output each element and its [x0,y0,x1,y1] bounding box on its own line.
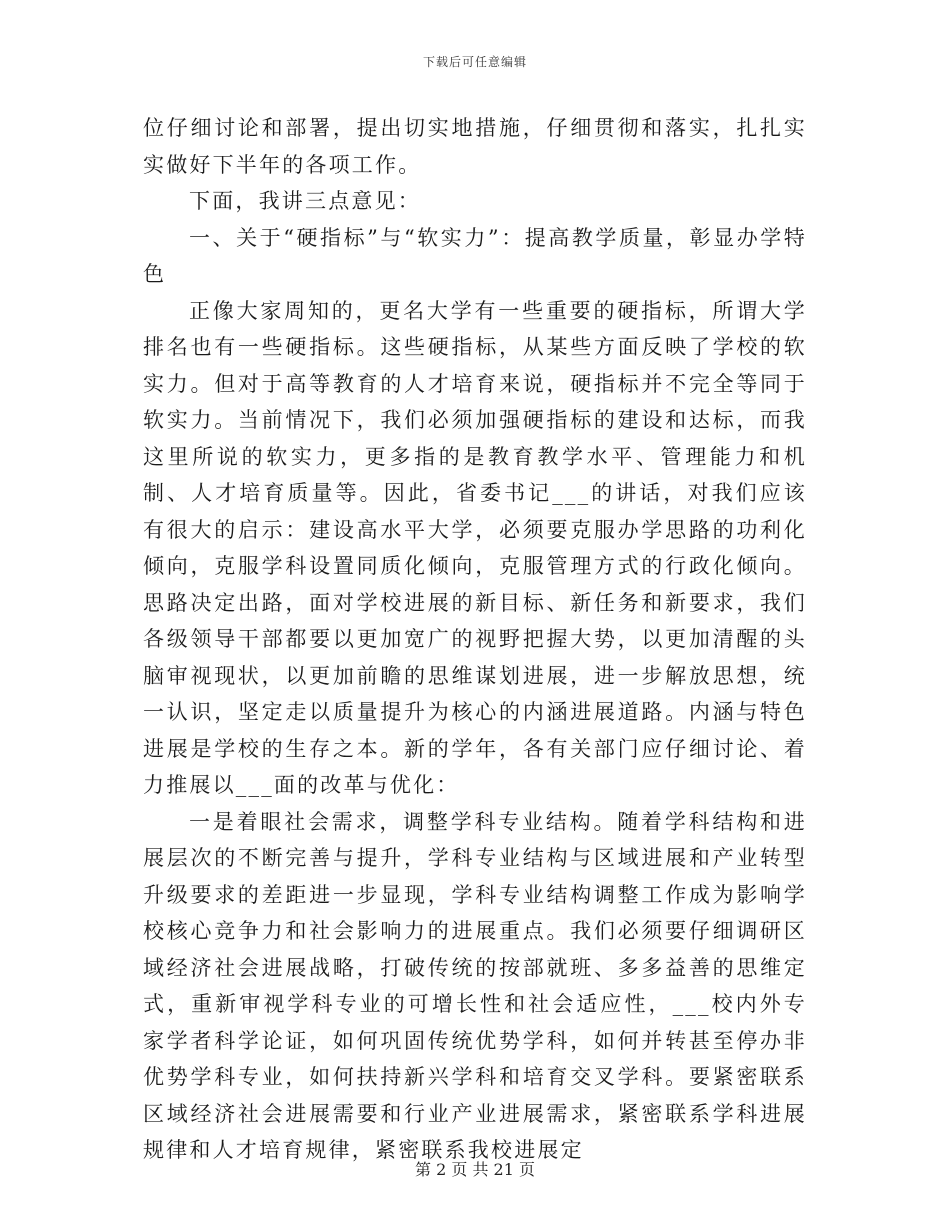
paragraph: 正像大家周知的，更名大学有一些重要的硬指标，所谓大学排名也有一些硬指标。这些硬指标，从某些方面反映了学校的软实力。但对于高等教育的人才培育来说，硬指标并不完全等同于软实力。当前情况下，我们必须加强硬指标的建设和达标，而我这里所说的软实力，更多指的是教育教学水平、管理能力和机制、人才培育质量等。因此，省委书记___的讲话，对我们应该有很大的启示：建设高水平大学，必须要克服办学思路的功利化倾向，克服学科设置同质化倾向，克服管理方式的行政化倾向。思路决定出路，面对学校进展的新目标、新任务和新要求，我们各级领导干部都要以更加宽广的视野把握大势，以更加清醒的头脑审视现状，以更加前瞻的思维谋划进展，进一步解放思想，统一认识，坚定走以质量提升为核心的内涵进展道路。内涵与特色进展是学校的生存之本。新的学年，各有关部门应仔细讨论、着力推展以___面的改革与优化： [143,298,807,797]
document-body [143,110,807,1169]
section-heading: 一、关于“硬指标”与“软实力”：提高教学质量，彰显办学特色 [143,225,807,286]
paragraph: 下面，我讲三点意见： [189,189,421,213]
page-number: 第 2 页 共 21 页 [415,1160,535,1179]
page-header: 下载后可任意编辑 [422,55,527,69]
paragraph: 位仔细讨论和部署，提出切实地措施，仔细贯彻和落实，扎扎实实做好下半年的各项工作。 [143,116,807,177]
paragraph: 一是着眼社会需求，调整学科专业结构。随着学科结构和进展层次的不断完善与提升，学科专业结构与区域进展和产业转型升级要求的差距进一步显现，学科专业结构调整工作成为影响学校核心竞争力和社会影响力的进展重点。我们必须要仔细调研区域经济社会进展战略，打破传统的按部就班、多多益善的思维定式，重新审视学科专业的可增长性和社会适应性，___校内外专家学者科学论证，如何巩固传统优势学科，如何并转甚至停办非优势学科专业，如何扶持新兴学科和培育交叉学科。要紧密联系区域经济社会进展需要和行业产业进展需求，紧密联系学科进展规律和人才培育规律，紧密联系我校进展定 [143,809,807,1162]
